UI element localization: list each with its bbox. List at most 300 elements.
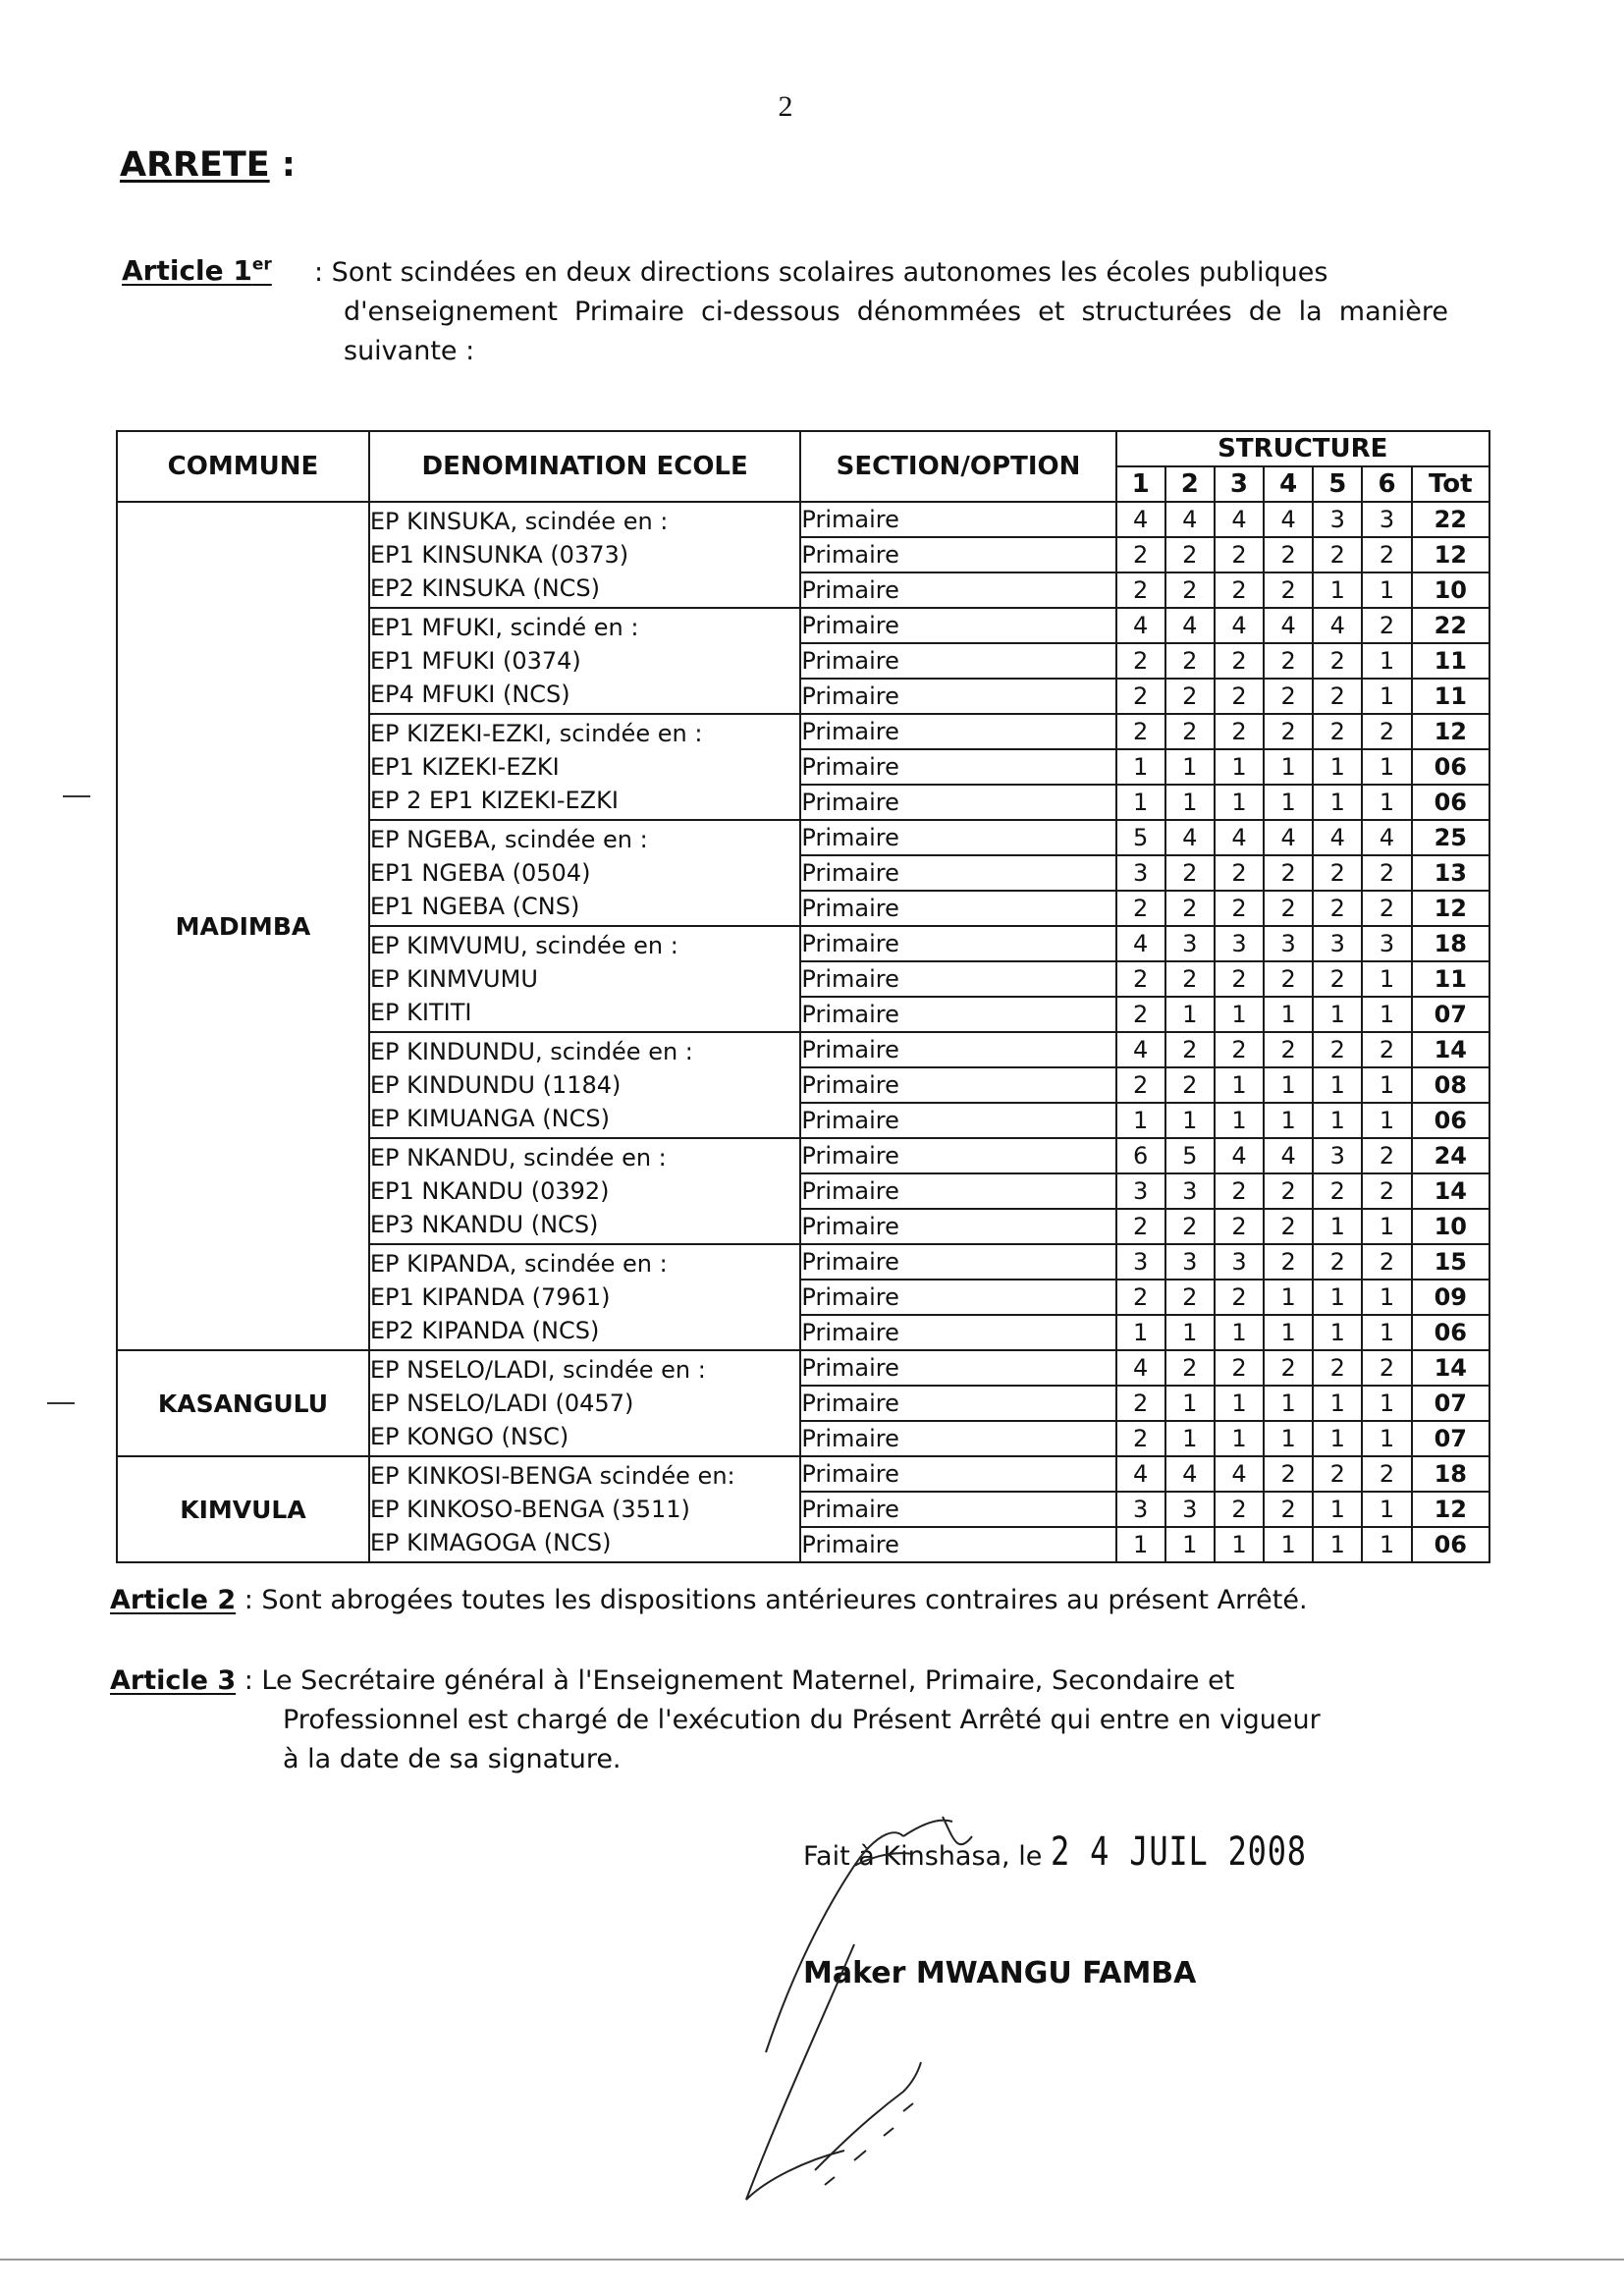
structure-count-cell: 2 xyxy=(1116,537,1165,572)
structure-count-cell: 2 xyxy=(1215,1209,1264,1244)
total-cell: 11 xyxy=(1412,961,1489,997)
structure-count-cell: 1 xyxy=(1215,1315,1264,1350)
total-cell: 08 xyxy=(1412,1067,1489,1103)
structure-count-cell: 4 xyxy=(1362,820,1411,855)
section-option-cell: Primaire xyxy=(800,1421,1115,1456)
table-row xyxy=(117,1456,1489,1492)
structure-count-cell: 3 xyxy=(1264,926,1313,961)
structure-count-cell: 4 xyxy=(1264,820,1313,855)
structure-count-cell: 2 xyxy=(1215,1280,1264,1315)
structure-count-cell: 2 xyxy=(1165,537,1215,572)
section-option-cell: Primaire xyxy=(800,572,1115,608)
structure-count-cell: 2 xyxy=(1264,679,1313,714)
structure-col-header: 1 xyxy=(1116,466,1165,502)
heading-text: ARRETE xyxy=(120,145,270,185)
section-option-cell: Primaire xyxy=(800,1315,1115,1350)
structure-count-cell: 2 xyxy=(1362,1032,1411,1067)
structure-count-cell: 3 xyxy=(1313,926,1362,961)
structure-count-cell: 1 xyxy=(1165,749,1215,785)
total-cell: 06 xyxy=(1412,1315,1489,1350)
structure-count-cell: 2 xyxy=(1116,1067,1165,1103)
article3-line2: Professionnel est chargé de l'exécution du Présent Arrêté qui entre en vigueur xyxy=(283,1705,1321,1735)
structure-count-cell: 1 xyxy=(1362,1280,1411,1315)
school-name: EP KIZEKI-EZKI, scindée en : xyxy=(369,720,703,747)
school-name: EP NSELO/LADI (0457) xyxy=(369,1390,634,1417)
structure-count-cell: 2 xyxy=(1264,572,1313,608)
structure-count-cell: 1 xyxy=(1313,1280,1362,1315)
article1-rest: d'enseignement Primaire ci-dessous dénommées et structurées de la manière suivante : xyxy=(344,297,1448,366)
structure-count-cell: 2 xyxy=(1215,679,1264,714)
structure-count-cell: 1 xyxy=(1215,1527,1264,1562)
school-name: EP1 MFUKI, scindé en : xyxy=(369,614,639,641)
article1-label-text: Article 1 xyxy=(122,254,252,288)
structure-count-cell: 1 xyxy=(1362,785,1411,820)
school-name: EP KINDUNDU (1184) xyxy=(369,1071,622,1099)
school-name: EP1 KIPANDA (7961) xyxy=(369,1283,611,1311)
school-denomination-group xyxy=(369,1138,801,1244)
structure-count-cell: 1 xyxy=(1215,1067,1264,1103)
structure-count-cell: 1 xyxy=(1362,997,1411,1032)
school-name: EP NKANDU, scindée en : xyxy=(369,1144,667,1172)
structure-count-cell: 1 xyxy=(1165,1527,1215,1562)
structure-count-cell: 1 xyxy=(1362,749,1411,785)
structure-count-cell: 1 xyxy=(1313,1527,1362,1562)
commune-name: KASANGULU xyxy=(117,1350,369,1456)
section-option-cell: Primaire xyxy=(800,1067,1115,1103)
structure-count-cell: 1 xyxy=(1264,1421,1313,1456)
total-cell: 24 xyxy=(1412,1138,1489,1173)
total-cell: 14 xyxy=(1412,1032,1489,1067)
structure-count-cell: 2 xyxy=(1362,1173,1411,1209)
structure-count-cell: 2 xyxy=(1215,891,1264,926)
section-option-cell: Primaire xyxy=(800,749,1115,785)
structure-count-cell: 2 xyxy=(1264,891,1313,926)
structure-count-cell: 2 xyxy=(1165,855,1215,891)
margin-mark xyxy=(63,795,90,797)
article3-label: Article 3 xyxy=(110,1665,237,1696)
school-name: EP1 NKANDU (0392) xyxy=(369,1177,610,1205)
structure-count-cell: 2 xyxy=(1313,961,1362,997)
page-edge-line xyxy=(0,2259,1624,2261)
structure-count-cell: 2 xyxy=(1313,855,1362,891)
structure-col-header: 2 xyxy=(1165,466,1215,502)
structure-count-cell: 4 xyxy=(1215,820,1264,855)
header-structure: STRUCTURE xyxy=(1116,431,1489,466)
structure-count-cell: 1 xyxy=(1362,643,1411,679)
structure-count-cell: 2 xyxy=(1264,643,1313,679)
structure-count-cell: 2 xyxy=(1215,1350,1264,1386)
structure-count-cell: 1 xyxy=(1116,749,1165,785)
total-cell: 06 xyxy=(1412,749,1489,785)
section-option-cell: Primaire xyxy=(800,1492,1115,1527)
handwritten-signature xyxy=(707,1797,1021,2229)
structure-count-cell: 4 xyxy=(1215,502,1264,537)
school-name: EP KINSUKA, scindée en : xyxy=(369,508,669,535)
table-row xyxy=(117,502,1489,537)
total-cell: 07 xyxy=(1412,997,1489,1032)
structure-count-cell: 1 xyxy=(1313,572,1362,608)
structure-count-cell: 2 xyxy=(1313,1032,1362,1067)
structure-count-cell: 1 xyxy=(1215,1103,1264,1138)
structure-count-cell: 2 xyxy=(1362,1456,1411,1492)
structure-count-cell: 2 xyxy=(1362,1138,1411,1173)
structure-count-cell: 1 xyxy=(1165,1315,1215,1350)
table-body xyxy=(117,502,1489,1562)
page-number: 2 xyxy=(778,90,793,123)
structure-count-cell: 4 xyxy=(1165,608,1215,643)
structure-count-cell: 1 xyxy=(1264,1103,1313,1138)
school-denomination-group xyxy=(369,1032,801,1138)
structure-count-cell: 1 xyxy=(1264,785,1313,820)
structure-count-cell: 3 xyxy=(1362,926,1411,961)
arrete-heading xyxy=(120,145,296,185)
school-name: EP KIPANDA, scindée en : xyxy=(369,1250,668,1278)
structure-count-cell: 1 xyxy=(1264,997,1313,1032)
section-option-cell: Primaire xyxy=(800,961,1115,997)
school-name: EP1 MFUKI (0374) xyxy=(369,647,581,675)
total-cell: 14 xyxy=(1412,1173,1489,1209)
structure-count-cell: 4 xyxy=(1165,1456,1215,1492)
section-option-cell: Primaire xyxy=(800,1386,1115,1421)
school-denomination-group xyxy=(369,926,801,1032)
structure-count-cell: 1 xyxy=(1264,1315,1313,1350)
structure-count-cell: 3 xyxy=(1116,1173,1165,1209)
school-name: EP KINDUNDU, scindée en : xyxy=(369,1038,693,1065)
structure-count-cell: 1 xyxy=(1215,749,1264,785)
structure-count-cell: 2 xyxy=(1215,1032,1264,1067)
total-cell: 13 xyxy=(1412,855,1489,891)
total-cell: 07 xyxy=(1412,1386,1489,1421)
structure-col-header: 4 xyxy=(1264,466,1313,502)
structure-count-cell: 4 xyxy=(1116,926,1165,961)
structure-count-cell: 2 xyxy=(1313,1173,1362,1209)
structure-count-cell: 4 xyxy=(1116,1456,1165,1492)
structure-count-cell: 1 xyxy=(1165,785,1215,820)
structure-count-cell: 1 xyxy=(1313,1386,1362,1421)
structure-count-cell: 6 xyxy=(1116,1138,1165,1173)
closing-date-stamp: 2 4 JUIL 2008 xyxy=(1050,1829,1307,1875)
total-cell: 10 xyxy=(1412,572,1489,608)
structure-count-cell: 2 xyxy=(1165,679,1215,714)
structure-col-header: 3 xyxy=(1215,466,1264,502)
school-name: EP3 NKANDU (NCS) xyxy=(369,1211,599,1238)
structure-count-cell: 3 xyxy=(1165,1244,1215,1280)
structure-count-cell: 2 xyxy=(1313,891,1362,926)
header-section: SECTION/OPTION xyxy=(800,431,1115,502)
structure-count-cell: 4 xyxy=(1264,502,1313,537)
structure-count-cell: 1 xyxy=(1165,1421,1215,1456)
section-option-cell: Primaire xyxy=(800,1103,1115,1138)
total-cell: 12 xyxy=(1412,1492,1489,1527)
school-name: EP4 MFUKI (NCS) xyxy=(369,681,570,708)
structure-count-cell: 1 xyxy=(1116,1527,1165,1562)
structure-count-cell: 3 xyxy=(1215,926,1264,961)
section-option-cell: Primaire xyxy=(800,714,1115,749)
section-option-cell: Primaire xyxy=(800,537,1115,572)
structure-count-cell: 2 xyxy=(1116,961,1165,997)
school-name: EP KITITI xyxy=(369,999,472,1026)
section-option-cell: Primaire xyxy=(800,785,1115,820)
schools-table xyxy=(116,430,1490,1563)
structure-count-cell: 2 xyxy=(1264,961,1313,997)
header-denomination: DENOMINATION ECOLE xyxy=(369,431,801,502)
structure-count-cell: 2 xyxy=(1264,1173,1313,1209)
structure-count-cell: 1 xyxy=(1362,961,1411,997)
structure-count-cell: 1 xyxy=(1215,1421,1264,1456)
structure-count-cell: 2 xyxy=(1313,1244,1362,1280)
structure-count-cell: 3 xyxy=(1116,1244,1165,1280)
total-cell: 18 xyxy=(1412,1456,1489,1492)
structure-count-cell: 2 xyxy=(1116,643,1165,679)
school-denomination-group xyxy=(369,1350,801,1456)
structure-count-cell: 2 xyxy=(1116,1421,1165,1456)
structure-count-cell: 1 xyxy=(1264,1067,1313,1103)
school-name: EP2 KINSUKA (NCS) xyxy=(369,574,601,602)
section-option-cell: Primaire xyxy=(800,1244,1115,1280)
article1-text xyxy=(314,253,1448,371)
structure-count-cell: 1 xyxy=(1313,1315,1362,1350)
article3 xyxy=(110,1662,1524,1779)
structure-count-cell: 1 xyxy=(1362,1315,1411,1350)
structure-count-cell: 1 xyxy=(1362,1209,1411,1244)
structure-count-cell: 1 xyxy=(1362,1527,1411,1562)
structure-count-cell: 2 xyxy=(1215,1492,1264,1527)
structure-count-cell: 4 xyxy=(1264,1138,1313,1173)
header-commune: COMMUNE xyxy=(117,431,369,502)
school-name: EP1 KIZEKI-EZKI xyxy=(369,753,560,781)
structure-count-cell: 1 xyxy=(1116,1103,1165,1138)
school-denomination-group xyxy=(369,820,801,926)
total-cell: 07 xyxy=(1412,1421,1489,1456)
school-name: EP NGEBA, scindée en : xyxy=(369,826,648,853)
structure-count-cell: 2 xyxy=(1165,1280,1215,1315)
section-option-cell: Primaire xyxy=(800,926,1115,961)
section-option-cell: Primaire xyxy=(800,1527,1115,1562)
closing-place: Fait à Kinshasa, le xyxy=(803,1841,1043,1872)
structure-count-cell: 2 xyxy=(1264,1350,1313,1386)
school-denomination-group xyxy=(369,1244,801,1350)
structure-count-cell: 2 xyxy=(1116,891,1165,926)
school-name: EP KIMVUMU, scindée en : xyxy=(369,932,678,959)
structure-count-cell: 2 xyxy=(1116,714,1165,749)
structure-count-cell: 1 xyxy=(1313,1103,1362,1138)
structure-count-cell: 3 xyxy=(1313,502,1362,537)
structure-count-cell: 2 xyxy=(1165,572,1215,608)
structure-count-cell: 4 xyxy=(1165,820,1215,855)
structure-count-cell: 4 xyxy=(1116,502,1165,537)
school-name: EP KINKOSI-BENGA scindée en: xyxy=(369,1462,735,1490)
structure-col-header: Tot xyxy=(1412,466,1489,502)
structure-count-cell: 2 xyxy=(1165,891,1215,926)
structure-count-cell: 3 xyxy=(1116,1492,1165,1527)
structure-count-cell: 2 xyxy=(1313,1350,1362,1386)
total-cell: 22 xyxy=(1412,502,1489,537)
structure-count-cell: 1 xyxy=(1165,997,1215,1032)
section-option-cell: Primaire xyxy=(800,502,1115,537)
structure-count-cell: 1 xyxy=(1362,1103,1411,1138)
total-cell: 09 xyxy=(1412,1280,1489,1315)
structure-count-cell: 2 xyxy=(1215,643,1264,679)
total-cell: 12 xyxy=(1412,537,1489,572)
structure-count-cell: 5 xyxy=(1165,1138,1215,1173)
heading-suffix: : xyxy=(269,145,296,185)
structure-count-cell: 1 xyxy=(1313,1492,1362,1527)
school-name: EP1 NGEBA (0504) xyxy=(369,859,591,887)
school-name: EP NSELO/LADI, scindée en : xyxy=(369,1356,706,1384)
structure-count-cell: 2 xyxy=(1165,714,1215,749)
structure-count-cell: 2 xyxy=(1264,1209,1313,1244)
school-denomination-group xyxy=(369,1456,801,1562)
structure-count-cell: 2 xyxy=(1362,1244,1411,1280)
structure-count-cell: 2 xyxy=(1264,855,1313,891)
school-denomination-group xyxy=(369,502,801,608)
article3-line3: à la date de sa signature. xyxy=(283,1744,622,1774)
section-option-cell: Primaire xyxy=(800,1280,1115,1315)
school-name: EP1 KINSUNKA (0373) xyxy=(369,541,629,569)
structure-count-cell: 2 xyxy=(1264,1244,1313,1280)
total-cell: 15 xyxy=(1412,1244,1489,1280)
structure-count-cell: 2 xyxy=(1116,997,1165,1032)
structure-col-header: 6 xyxy=(1362,466,1411,502)
total-cell: 11 xyxy=(1412,643,1489,679)
structure-count-cell: 3 xyxy=(1165,926,1215,961)
structure-count-cell: 5 xyxy=(1116,820,1165,855)
structure-count-cell: 2 xyxy=(1165,1209,1215,1244)
article1-label-sup: er xyxy=(251,255,272,275)
structure-count-cell: 1 xyxy=(1264,749,1313,785)
structure-count-cell: 2 xyxy=(1116,1386,1165,1421)
structure-count-cell: 3 xyxy=(1215,1244,1264,1280)
school-name: EP1 NGEBA (CNS) xyxy=(369,893,580,920)
structure-count-cell: 1 xyxy=(1313,1421,1362,1456)
section-option-cell: Primaire xyxy=(800,643,1115,679)
section-option-cell: Primaire xyxy=(800,820,1115,855)
structure-count-cell: 1 xyxy=(1215,1386,1264,1421)
structure-count-cell: 2 xyxy=(1362,1350,1411,1386)
signer-name: Maker MWANGU FAMBA xyxy=(803,1956,1197,1990)
structure-count-cell: 2 xyxy=(1215,855,1264,891)
structure-count-cell: 3 xyxy=(1313,1138,1362,1173)
structure-count-cell: 2 xyxy=(1165,1032,1215,1067)
structure-count-cell: 4 xyxy=(1215,1138,1264,1173)
section-option-cell: Primaire xyxy=(800,1032,1115,1067)
school-name: EP KIMUANGA (NCS) xyxy=(369,1105,610,1132)
structure-count-cell: 2 xyxy=(1264,1032,1313,1067)
structure-count-cell: 1 xyxy=(1264,1386,1313,1421)
margin-mark xyxy=(47,1402,75,1404)
structure-count-cell: 2 xyxy=(1116,679,1165,714)
structure-count-cell: 2 xyxy=(1362,714,1411,749)
structure-count-cell: 1 xyxy=(1313,997,1362,1032)
structure-count-cell: 4 xyxy=(1313,820,1362,855)
article2-text: : Sont abrogées toutes les dispositions antérieures contraires au présent Arrêté. xyxy=(236,1585,1308,1615)
section-option-cell: Primaire xyxy=(800,1138,1115,1173)
structure-count-cell: 1 xyxy=(1313,1067,1362,1103)
article1-label xyxy=(122,245,272,291)
structure-count-cell: 3 xyxy=(1165,1173,1215,1209)
school-name: EP 2 EP1 KIZEKI-EZKI xyxy=(369,787,619,814)
structure-count-cell: 4 xyxy=(1215,608,1264,643)
structure-count-cell: 2 xyxy=(1165,961,1215,997)
structure-count-cell: 4 xyxy=(1264,608,1313,643)
article2 xyxy=(110,1581,1524,1620)
school-name: EP KINKOSO-BENGA (3511) xyxy=(369,1496,690,1523)
structure-count-cell: 2 xyxy=(1116,572,1165,608)
structure-count-cell: 2 xyxy=(1313,714,1362,749)
structure-count-cell: 4 xyxy=(1215,1456,1264,1492)
section-option-cell: Primaire xyxy=(800,891,1115,926)
structure-count-cell: 2 xyxy=(1264,1456,1313,1492)
structure-count-cell: 2 xyxy=(1215,537,1264,572)
structure-count-cell: 1 xyxy=(1362,1067,1411,1103)
total-cell: 10 xyxy=(1412,1209,1489,1244)
structure-count-cell: 2 xyxy=(1362,537,1411,572)
structure-count-cell: 1 xyxy=(1362,679,1411,714)
total-cell: 22 xyxy=(1412,608,1489,643)
section-option-cell: Primaire xyxy=(800,997,1115,1032)
structure-count-cell: 3 xyxy=(1362,502,1411,537)
structure-col-header: 5 xyxy=(1313,466,1362,502)
total-cell: 06 xyxy=(1412,785,1489,820)
structure-count-cell: 1 xyxy=(1313,785,1362,820)
structure-count-cell: 3 xyxy=(1165,1492,1215,1527)
structure-count-cell: 4 xyxy=(1116,1350,1165,1386)
structure-count-cell: 1 xyxy=(1165,1386,1215,1421)
commune-name: MADIMBA xyxy=(117,502,369,1350)
school-name: EP KIMAGOGA (NCS) xyxy=(369,1529,612,1556)
structure-count-cell: 2 xyxy=(1264,1492,1313,1527)
structure-count-cell: 2 xyxy=(1116,1209,1165,1244)
structure-count-cell: 2 xyxy=(1313,679,1362,714)
section-option-cell: Primaire xyxy=(800,1173,1115,1209)
structure-count-cell: 4 xyxy=(1116,1032,1165,1067)
structure-count-cell: 1 xyxy=(1313,1209,1362,1244)
section-option-cell: Primaire xyxy=(800,679,1115,714)
school-denomination-group xyxy=(369,608,801,714)
structure-count-cell: 1 xyxy=(1215,785,1264,820)
structure-count-cell: 1 xyxy=(1362,1421,1411,1456)
total-cell: 06 xyxy=(1412,1103,1489,1138)
structure-count-cell: 2 xyxy=(1362,891,1411,926)
structure-count-cell: 2 xyxy=(1313,643,1362,679)
structure-count-cell: 4 xyxy=(1313,608,1362,643)
structure-count-cell: 4 xyxy=(1116,608,1165,643)
structure-count-cell: 3 xyxy=(1116,855,1165,891)
structure-count-cell: 1 xyxy=(1362,1386,1411,1421)
article2-label: Article 2 xyxy=(110,1585,237,1615)
structure-count-cell: 1 xyxy=(1116,785,1165,820)
school-denomination-group xyxy=(369,714,801,820)
section-option-cell: Primaire xyxy=(800,1209,1115,1244)
section-option-cell: Primaire xyxy=(800,855,1115,891)
structure-count-cell: 2 xyxy=(1165,1067,1215,1103)
article3-line1: : Le Secrétaire général à l'Enseignement Maternel, Primaire, Secondaire et xyxy=(236,1665,1235,1696)
structure-count-cell: 1 xyxy=(1264,1280,1313,1315)
total-cell: 11 xyxy=(1412,679,1489,714)
structure-count-cell: 2 xyxy=(1215,714,1264,749)
structure-count-cell: 2 xyxy=(1116,1280,1165,1315)
article1-line1: : Sont scindées en deux directions scolaires autonomes les écoles publiques xyxy=(314,257,1328,288)
total-cell: 14 xyxy=(1412,1350,1489,1386)
structure-count-cell: 2 xyxy=(1215,572,1264,608)
structure-count-cell: 2 xyxy=(1313,1456,1362,1492)
section-option-cell: Primaire xyxy=(800,608,1115,643)
school-name: EP KONGO (NSC) xyxy=(369,1423,569,1450)
structure-count-cell: 1 xyxy=(1165,1103,1215,1138)
structure-count-cell: 1 xyxy=(1362,1492,1411,1527)
commune-name: KIMVULA xyxy=(117,1456,369,1562)
structure-count-cell: 2 xyxy=(1215,961,1264,997)
